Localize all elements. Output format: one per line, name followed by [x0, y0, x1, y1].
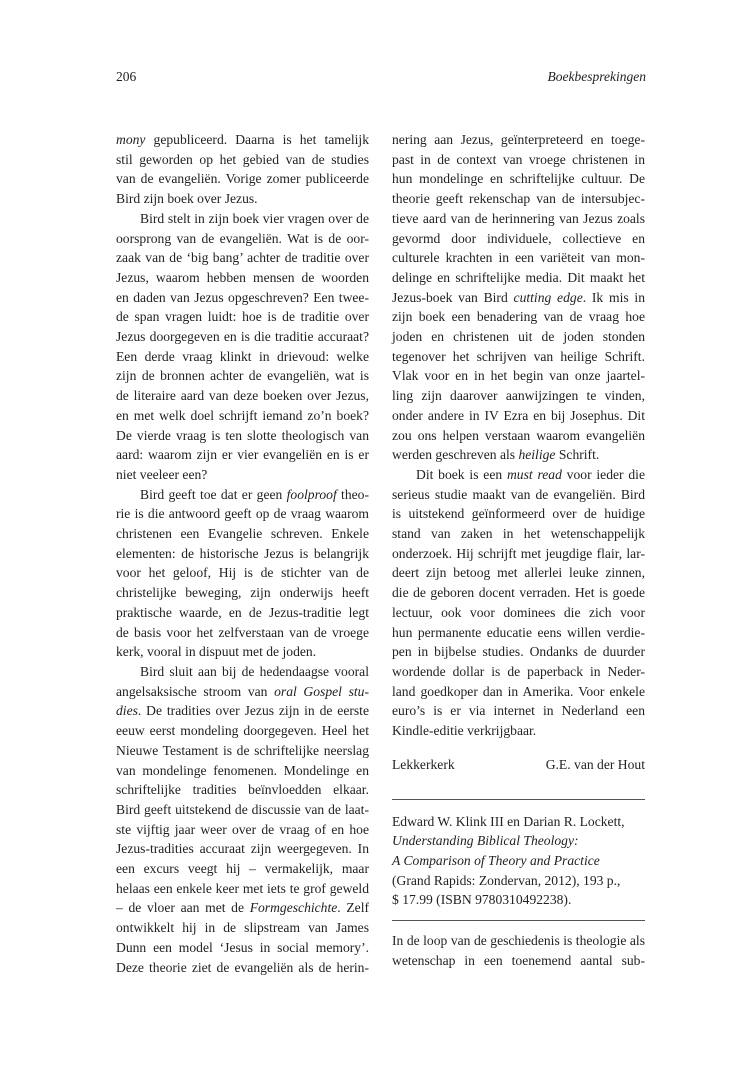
text-line: niet veeleer een? — [116, 466, 208, 482]
text-span: Jezus-boek van Bird — [392, 289, 514, 305]
text-span: . De tradities over Jezus zijn in de eerste — [137, 703, 369, 719]
text-line: aard: waarom zijn er vier evangeliën en is er — [116, 447, 369, 463]
text-line: onder andere in IV Ezra en bij Josephus. Dit — [392, 407, 645, 423]
paragraph — [116, 662, 369, 977]
text-line: schriftelijke tradities beïnvloedden elkaar. — [116, 782, 369, 798]
text-span: . Zelf — [337, 900, 369, 916]
text-line — [392, 851, 645, 871]
paragraph — [392, 130, 645, 465]
text-line: de basis voor het zelfverstaan van de vroege — [116, 624, 369, 640]
paragraph — [116, 130, 369, 209]
text-line: $ 17.99 (ISBN 9780310492238). — [392, 892, 572, 908]
text-line: Deze theorie ziet de evangeliën als de herin- — [116, 959, 369, 975]
text-line: wordende dollar is de paperback in Neder- — [392, 663, 645, 679]
text-line: (Grand Rapids: Zondervan, 2012), 193 p., — [392, 872, 621, 888]
right-column — [392, 130, 645, 970]
text-line: stand van zaken in het wetenschappelijk — [392, 526, 645, 542]
text-span: Bird geeft toe dat er geen — [140, 486, 287, 502]
left-column — [116, 130, 369, 977]
text-line — [392, 465, 645, 485]
text-line: kerk, vooral in dispuut met de joden. — [116, 644, 317, 660]
text-line: Jezus, waarom hebben mensen de woorden — [116, 269, 369, 285]
text-line: tieve aard van de herinnering van Jezus zoals — [392, 210, 645, 226]
text-line: In de loop van de geschiedenis is theologie als — [392, 933, 645, 949]
text-line: zou ons helpen verstaan waarom evangeliën — [392, 427, 645, 443]
text-line: deert zijn betoog met allerlei leuke zinnen, — [392, 565, 645, 581]
text-line: Bird sluit aan bij de hedendaagse vooral — [140, 663, 369, 679]
text-line: is uitstekend geïnformeerd over de huidige — [392, 506, 645, 522]
text-line: een excurs veegt hij – vermakelijk, maar — [116, 861, 369, 877]
text-line — [116, 701, 369, 721]
text-line: culturele krachten in een variëteit van mon- — [392, 250, 645, 266]
italic-text: mony — [116, 132, 146, 147]
text-line: Bird stelt in zijn boek vier vragen over de — [140, 210, 369, 226]
text-span: voor ieder die — [561, 466, 645, 482]
paragraph — [392, 931, 645, 970]
text-line — [392, 445, 645, 465]
text-span: Schrift. — [555, 447, 600, 463]
text-line — [116, 898, 369, 918]
text-line: helaas een enkele keer met iets te grof geweld — [116, 880, 369, 896]
italic-text: heilige — [518, 447, 556, 463]
text-line: de literaire aard van deze boeken over Jezus, — [116, 388, 369, 404]
text-span: theo- — [336, 486, 369, 502]
text-line: land goedkoper dan in Amerika. Voor enkele — [392, 683, 645, 699]
text-line: hun mondelinge en schriftelijke cultuur. De — [392, 171, 645, 187]
page-number: 206 — [116, 69, 137, 84]
divider — [392, 920, 645, 921]
text-line: christenen een Evangelie schreven. Enkele — [116, 526, 369, 542]
text-line: zaak van de ‘big bang’ achter de traditie over — [116, 250, 369, 266]
text-span: . Ik mis in — [582, 289, 645, 305]
text-line: Bird geeft uitstekend de discussie van de laat- — [116, 801, 369, 817]
text-line: christelijke beweging, zijn onderwijs heeft — [116, 585, 369, 601]
text-line: voor het geloof, Hij is de stichter van de — [116, 565, 369, 581]
text-line: die de geboren docent verraden. Het is goede — [392, 585, 645, 601]
italic-text: foolproof — [286, 486, 337, 502]
text-line: wetenschap in een toenemend aantal sub- — [392, 952, 645, 968]
running-head: Boekbesprekingen — [547, 69, 646, 84]
text-line: zijn boek een benadering van de vraag hoe — [392, 309, 645, 325]
text-line — [116, 485, 369, 505]
text-line: en daden van Jezus opgeschreven? Een twee- — [116, 289, 369, 305]
signature-place: Lekkerkerk — [392, 756, 455, 772]
text-line: nering aan Jezus, geïnterpreteerd en toege- — [392, 132, 645, 147]
text-line: onderzoek. Hij schrijft met jeugdige flair, lar- — [392, 545, 645, 561]
text-line: praktische waarde, en de Jezus-traditie legt — [116, 604, 369, 620]
paragraph — [116, 209, 369, 485]
text-line: zijn de bronnen achter de evangeliën, wat is — [116, 368, 369, 384]
text-line: Een derde vraag klinkt in drievoud: welke — [116, 348, 369, 364]
text-line — [392, 831, 645, 851]
text-line: eeuw eerst mondeling doorgegeven. Heel het — [116, 723, 369, 739]
text-line: stil geworden op het gebied van de studies — [116, 151, 369, 167]
text-line: euro’s is er via internet in Nederland een — [392, 703, 645, 719]
text-line: elementen: de historische Jezus is belangrijk — [116, 545, 369, 561]
italic-text: oral Gospel stu- — [274, 683, 369, 699]
text-line: oorsprong van de evangeliën. Wat is de oor- — [116, 230, 369, 246]
text-span: angelsaksische stroom van — [116, 683, 275, 699]
text-line: van de evangeliën. Vorige zomer publiceerde — [116, 171, 369, 187]
text-line: past in de context van vroege christenen in — [392, 151, 645, 167]
text-line: Vlak voor en in het begin van onze jaartel- — [392, 368, 645, 384]
text-line: de span vragen luidt: hoe is de traditie over — [116, 309, 369, 325]
text-span: gepubliceerd. Daarna is het tamelijk — [145, 132, 369, 147]
text-line: serieus studie maakt van de evangeliën. Bird — [392, 486, 645, 502]
text-line — [116, 682, 369, 702]
text-line: ontwikkelt hij in de slipstream van James — [116, 920, 369, 936]
italic-text: dies — [116, 703, 138, 719]
text-line: Nieuwe Testament is de schriftelijke neerslag — [116, 742, 369, 758]
text-line: Kindle-editie verkrijgbaar. — [392, 723, 537, 739]
italic-text: A Comparison of Theory and Practice — [392, 852, 600, 868]
paragraph — [116, 485, 369, 662]
text-line: van mondelinge fenomenen. Mondelinge en — [116, 762, 369, 778]
text-line: pen in bijbelse studies. Ondanks de duurder — [392, 644, 645, 660]
paragraph — [392, 465, 645, 741]
text-line: Dunn een model ‘Jesus in social memory’. — [116, 939, 369, 955]
text-line: en met welk doel schrijft iemand zo’n boek? — [116, 407, 369, 423]
italic-text: must read — [506, 466, 562, 482]
text-line: ste vijftig jaar weer over de vraag of en hoe — [116, 821, 369, 837]
text-line: tegenover het schrijven van heilige Schrift. — [392, 348, 645, 364]
text-line: hun permanente educatie eens willen verdie- — [392, 624, 645, 640]
text-line — [392, 288, 645, 308]
divider — [392, 799, 645, 800]
text-line: theorie geeft rekenschap van de intersubjec- — [392, 191, 645, 207]
text-line: joden en christenen uit de joden stonden — [392, 329, 645, 345]
text-line: Edward W. Klink III en Darian R. Lockett, — [392, 813, 625, 829]
text-line — [116, 130, 369, 150]
text-line: Bird zijn boek over Jezus. — [116, 191, 258, 207]
italic-text: Formgeschichte — [249, 900, 338, 916]
italic-text: cutting edge — [513, 289, 583, 305]
italic-text: Understanding Biblical Theology: — [392, 833, 579, 849]
text-line: Jezus-tradities accuraat zijn weergegeven. In — [116, 841, 369, 857]
text-line: De vierde vraag is ten slotte theologisch van — [116, 427, 369, 443]
text-line: Jezus doorgegeven en is die traditie accuraat? — [116, 329, 369, 345]
signature-reviewer: G.E. van der Hout — [545, 756, 645, 772]
text-line: delinge en schriftelijke media. Dit maakt het — [392, 269, 645, 285]
review-signature — [392, 755, 645, 775]
text-line: ling zijn daarover aanwijzingen te vinden, — [392, 388, 645, 404]
text-line: lectuur, ook voor dominees die zich voor — [392, 604, 645, 620]
text-line: rie is die antwoord geeft op de vraag waarom — [116, 506, 369, 522]
text-span: werden geschreven als — [392, 447, 519, 463]
text-span: – de vloer aan met de — [116, 900, 250, 916]
text-span: Dit boek is een — [416, 466, 507, 482]
text-line: gevormd door individuele, collectieve en — [392, 230, 645, 246]
book-reference — [392, 812, 645, 911]
